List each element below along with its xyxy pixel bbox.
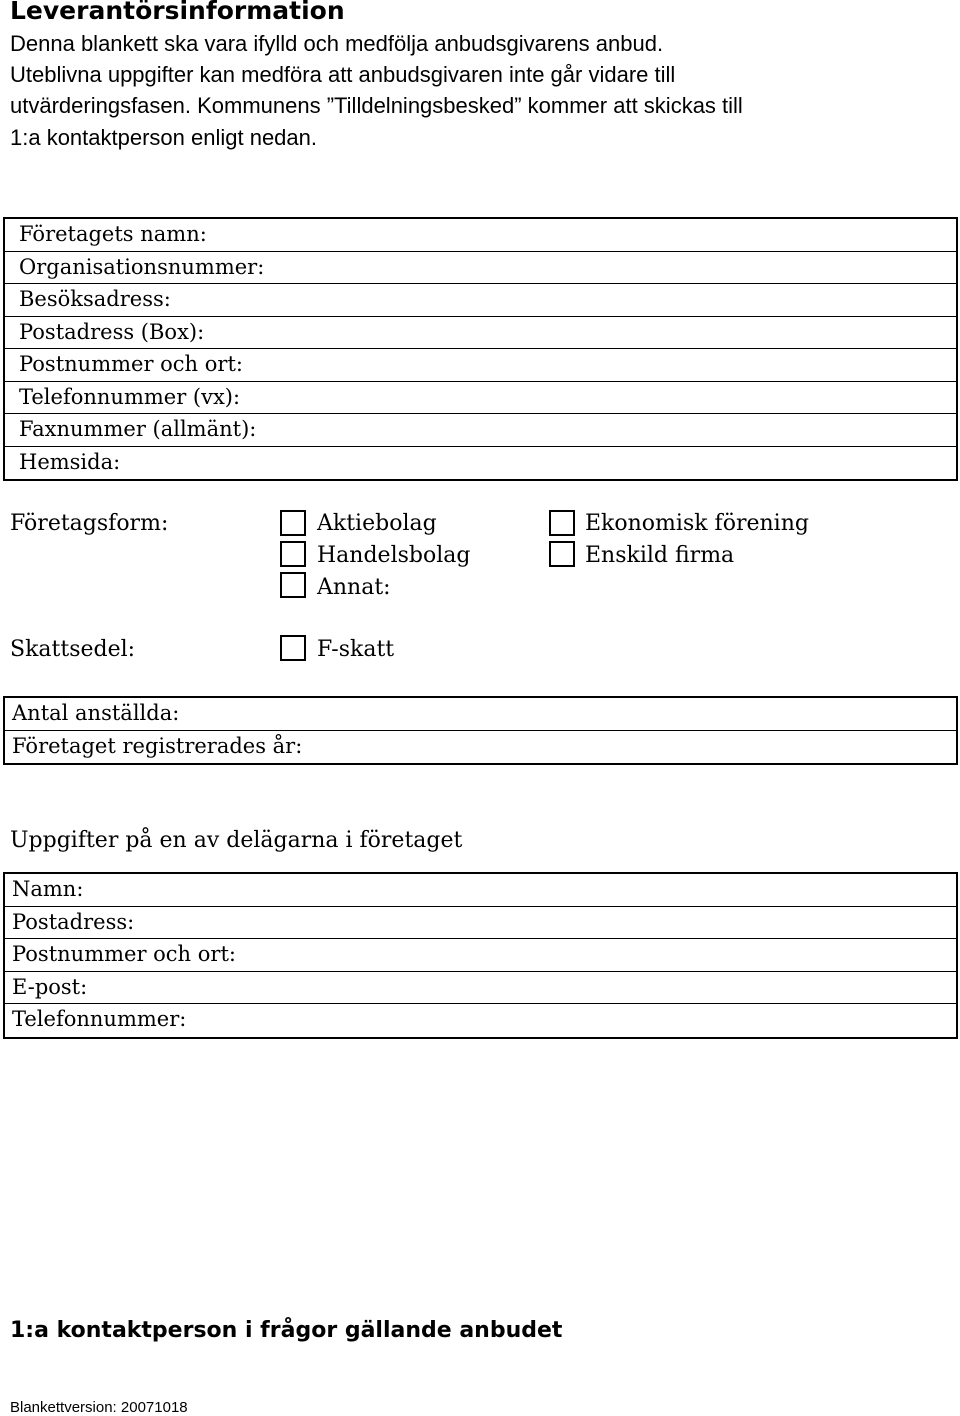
contact-heading: 1:a kontaktperson i frågor gällande anbudet (10, 1318, 563, 1343)
owner-email-field[interactable]: E-post: (5, 972, 956, 1005)
owner-heading: Uppgifter på en av delägarna i företaget (10, 828, 463, 853)
intro-line: Denna blankett ska vara ifylld och medfölja anbudsgivarens anbud. (10, 31, 664, 56)
ekonomisk-forening-checkbox[interactable] (549, 510, 575, 536)
employees-field[interactable]: Antal anställda: (5, 698, 956, 731)
registration-year-field[interactable]: Företaget registrerades år: (12, 733, 303, 758)
enskild-firma-label: Enskild firma (585, 543, 735, 568)
handelsbolag-label: Handelsbolag (317, 543, 471, 568)
intro-line: utvärderingsfasen. Kommunens ”Tilldelningsbesked” kommer att skickas till (10, 93, 743, 118)
page-title: Leverantörsinformation (10, 0, 345, 25)
fax-field[interactable]: Faxnummer (allmänt): (5, 414, 956, 447)
owner-name-field[interactable]: Namn: (5, 874, 956, 907)
company-form-label: Företagsform: (10, 511, 169, 536)
f-skatt-label: F-skatt (317, 637, 395, 662)
owner-table (3, 872, 958, 1039)
owner-postcode-city-field[interactable]: Postnummer och ort: (5, 939, 956, 972)
phone-field[interactable]: Telefonnummer (vx): (5, 382, 956, 415)
website-field[interactable]: Hemsida: (19, 449, 121, 474)
ekonomisk-forening-label: Ekonomisk förening (585, 511, 809, 536)
visiting-address-field[interactable]: Besöksadress: (5, 284, 956, 317)
owner-phone-field[interactable]: Telefonnummer: (12, 1007, 187, 1031)
intro-line: Uteblivna uppgifter kan medföra att anbudsgivaren inte går vidare till (10, 62, 676, 87)
annat-checkbox[interactable] (280, 572, 306, 598)
annat-label: Annat: (317, 575, 391, 600)
form-version: Blankettversion: 20071018 (10, 1399, 188, 1416)
postal-address-field[interactable]: Postadress (Box): (5, 317, 956, 350)
tax-label: Skattsedel: (10, 637, 136, 662)
company-info-table (3, 217, 958, 481)
f-skatt-checkbox[interactable] (280, 635, 306, 661)
employees-table (3, 696, 958, 765)
org-number-field[interactable]: Organisationsnummer: (5, 252, 956, 285)
owner-postal-address-field[interactable]: Postadress: (5, 907, 956, 940)
company-name-field[interactable]: Företagets namn: (5, 219, 956, 252)
aktiebolag-checkbox[interactable] (280, 510, 306, 536)
postcode-city-field[interactable]: Postnummer och ort: (5, 349, 956, 382)
intro-line: 1:a kontaktperson enligt nedan. (10, 125, 318, 150)
handelsbolag-checkbox[interactable] (280, 541, 306, 567)
aktiebolag-label: Aktiebolag (317, 511, 437, 536)
enskild-firma-checkbox[interactable] (549, 541, 575, 567)
